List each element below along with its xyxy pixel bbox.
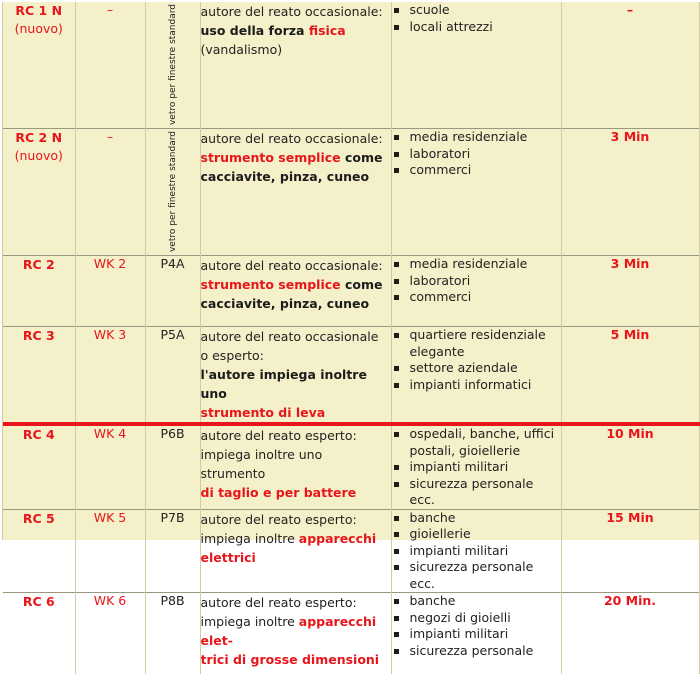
wk-class-cell [75,129,145,256]
description-text: impiega inoltre uno strumento [200,447,323,482]
list-item: negozi di gioielli [392,610,561,627]
wk-class-label: WK 2 [93,256,127,272]
table-row [3,2,699,129]
resistance-time-cell [561,2,699,129]
table-body [3,2,699,674]
list-item: ospedali, banche, uffici postali, gioiellerie [392,426,561,459]
description-text: autore del reato esperto: [200,428,357,444]
resistance-class-label: RC 2 [22,257,55,273]
list-item: banche [392,510,561,527]
list-item: laboratori [392,273,561,290]
wk-class-label: WK 6 [93,593,127,609]
description-text: autore del reato occasionale [200,329,379,345]
list-item: impianti militari [392,543,561,560]
typical-objects-cell [391,509,561,593]
objects-list [392,327,561,393]
objects-list [392,256,561,306]
resistance-time-cell [561,424,699,509]
description-text: fisica [308,23,346,38]
offender-description-cell [200,2,391,129]
offender-description-cell [200,509,391,593]
wk-class-cell [75,424,145,509]
resistance-class-cell [3,424,75,509]
table-row [3,593,699,674]
offender-description-cell [200,327,391,425]
description-text: apparecchi elet- [200,614,377,649]
offender-description-cell [200,593,391,674]
description-text: strumento semplice [200,150,341,166]
resistance-time-cell [561,593,699,674]
list-item: impianti informatici [392,377,561,394]
typical-objects-cell [391,256,561,327]
resistance-class-label: RC 5 [22,510,55,526]
resistance-class-note: (nuovo) [14,21,63,36]
glass-class-label: P4A [160,256,185,272]
typical-objects-cell [391,129,561,256]
offender-description-cell [200,424,391,509]
objects-list [392,426,561,509]
description-text: di taglio e per battere [200,485,357,501]
description-text: autore del reato esperto: [200,511,357,527]
glass-class-cell [145,129,200,256]
resistance-time-cell [561,129,699,256]
resistance-time-label: 15 Min [606,509,654,525]
wk-class-cell [75,256,145,327]
description-text: l'autore impiega inoltre uno [200,367,367,402]
description-text: impiega inoltre [200,530,299,546]
glass-class-cell [145,593,200,674]
list-item: sicurezza personale ecc. [392,476,561,509]
description-text: come [340,277,383,293]
resistance-class-cell [3,509,75,593]
glass-class-cell [145,509,200,593]
resistance-time-cell [561,509,699,593]
description-text: strumento di leva [200,405,326,421]
offender-description-cell [200,256,391,327]
wk-class-cell [75,2,145,129]
list-item: commerci [392,162,561,179]
table-row [3,509,699,593]
wk-class-label: WK 5 [93,509,127,525]
glass-class-label: vetro per finestre standard [167,4,178,126]
list-item: impianti militari [392,459,561,476]
description-text: trici di grosse dimensioni [200,652,380,668]
list-item: sicurezza personale [392,643,561,660]
glass-class-cell [145,2,200,129]
description-text: elettrici [200,549,256,565]
offender-description-cell [200,129,391,256]
list-item: locali attrezzi [392,19,561,36]
list-item: settore aziendale [392,360,561,377]
typical-objects-cell [391,2,561,129]
resistance-class-label: RC 4 [22,427,55,443]
resistance-time-label: 5 Min [610,327,650,343]
description-text: autore del reato occasionale: [200,4,383,19]
table-row [3,424,699,509]
wk-class-label: – [106,129,114,145]
wk-class-label: – [106,2,114,17]
typical-objects-cell [391,424,561,509]
resistance-time-label: 3 Min [610,129,650,145]
objects-list [392,593,561,659]
glass-class-cell [145,256,200,327]
resistance-class-cell [3,256,75,327]
list-item: commerci [392,289,561,306]
wk-class-label: WK 3 [93,327,127,343]
typical-objects-cell [391,327,561,425]
glass-class-label: P5A [160,327,185,343]
resistance-class-label: RC 2 N [15,130,63,146]
typical-objects-cell [391,593,561,674]
glass-class-label: P6B [160,426,185,442]
resistance-time-label: 3 Min [610,256,650,272]
description-text: cacciavite, pinza, cuneo [200,296,370,312]
resistance-time-cell [561,327,699,425]
description-text: autore del reato esperto: [200,595,357,611]
resistance-class-label: RC 1 N [15,3,63,18]
table-row [3,256,699,327]
resistance-class-label: RC 6 [22,594,55,610]
wk-class-cell [75,593,145,674]
description-text: uso della forza [200,23,309,38]
glass-class-label: vetro per finestre standard [167,131,178,253]
resistance-time-label: – [626,2,634,17]
objects-list [392,129,561,179]
description-text: impiega inoltre [200,614,299,630]
description-text: (vandalismo) [200,42,283,57]
description-text: come [340,150,383,166]
resistance-time-label: 20 Min. [603,593,657,609]
wk-class-cell [75,327,145,425]
glass-class-label: P7B [160,509,185,525]
description-text: o esperto: [200,348,264,364]
resistance-class-cell [3,327,75,425]
table-row [3,327,699,425]
list-item: banche [392,593,561,610]
objects-list [392,510,561,593]
glass-class-cell [145,424,200,509]
wk-class-cell [75,509,145,593]
description-text: apparecchi [298,530,377,546]
resistance-class-note: (nuovo) [14,148,63,164]
wk-class-label: WK 4 [93,426,127,442]
description-text: cacciavite, pinza, cuneo [200,169,370,185]
description-text: strumento semplice [200,277,341,293]
list-item: media residenziale [392,129,561,146]
description-text: autore del reato occasionale: [200,131,383,147]
glass-class-cell [145,327,200,425]
list-item: sicurezza personale ecc. [392,559,561,592]
resistance-class-table-sheet [2,2,699,668]
list-item: media residenziale [392,256,561,273]
resistance-class-cell [3,593,75,674]
glass-class-label: P8B [160,593,185,609]
resistance-class-cell [3,129,75,256]
table-row [3,129,699,256]
list-item: impianti militari [392,626,561,643]
resistance-class-label: RC 3 [22,328,55,344]
list-item: quartiere residenziale elegante [392,327,561,360]
list-item: laboratori [392,146,561,163]
objects-list [392,2,561,35]
resistance-time-cell [561,256,699,327]
resistance-time-label: 10 Min [606,426,654,442]
resistance-class-cell [3,2,75,129]
resistance-class-table [3,2,700,674]
list-item: scuole [392,2,561,19]
description-text: autore del reato occasionale: [200,258,383,274]
list-item: gioiellerie [392,526,561,543]
